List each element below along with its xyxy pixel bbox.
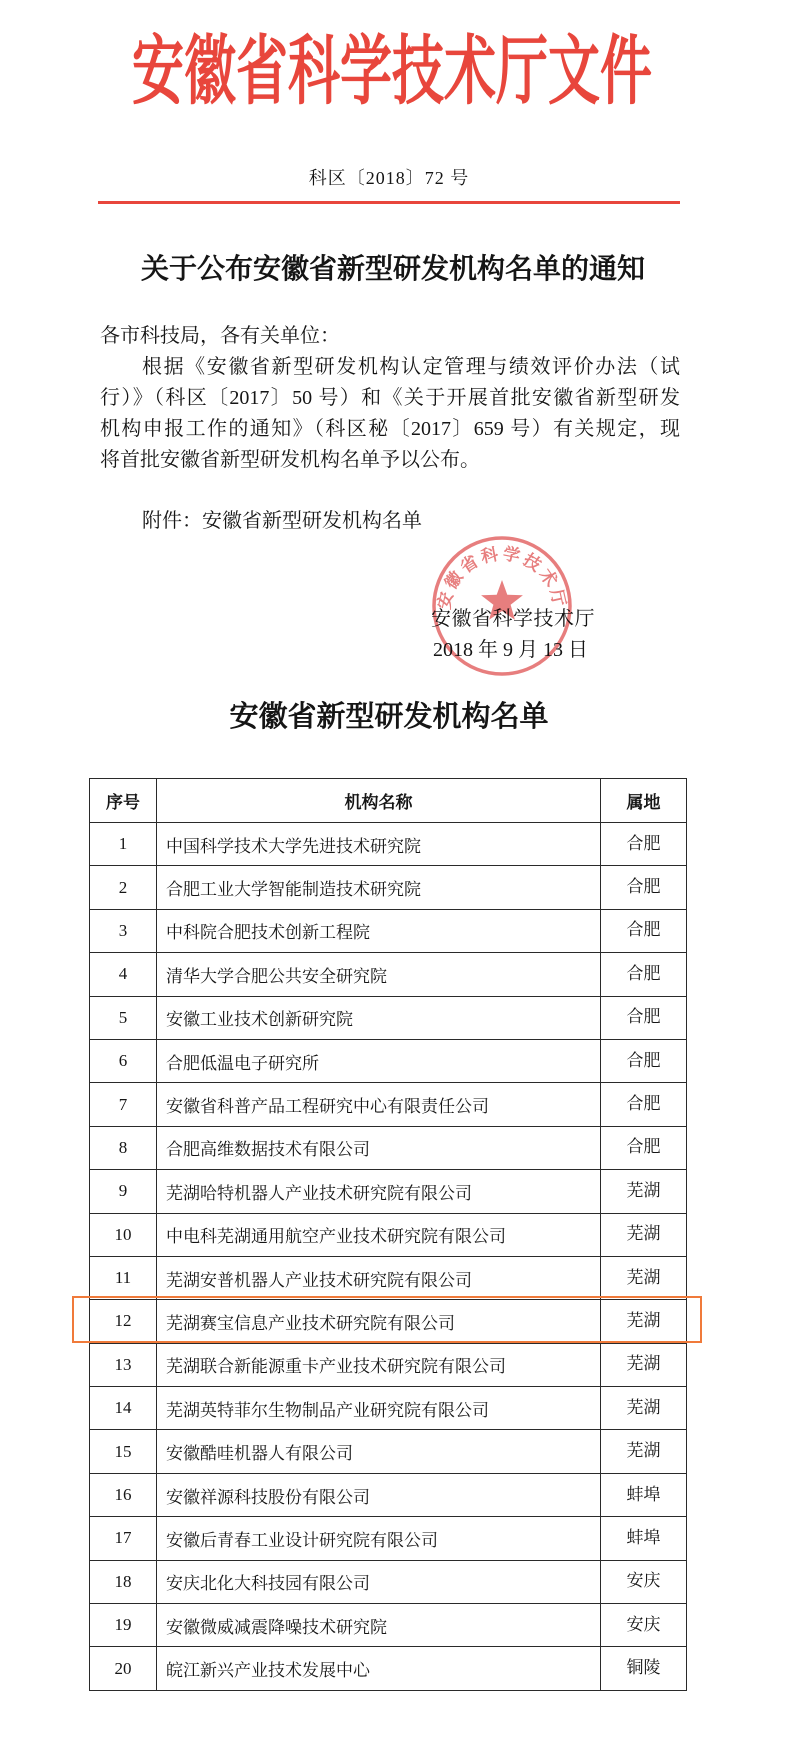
location-cell: 合肥	[601, 1083, 687, 1126]
location-cell: 芜湖	[601, 1300, 687, 1343]
row-number-cell: 20	[90, 1647, 157, 1690]
table-row	[90, 1170, 687, 1213]
attachment-note: 附件：安徽省新型研发机构名单	[142, 510, 422, 532]
column-header-number: 序号	[90, 779, 157, 823]
table-row	[90, 953, 687, 996]
location-cell: 合肥	[601, 1126, 687, 1169]
institution-name-cell: 芜湖哈特机器人产业技术研究院有限公司	[157, 1170, 601, 1213]
body-line: 机构申报工作的通知》（科区秘〔2017〕659 号）有关规定，现	[100, 418, 680, 440]
institution-name-cell: 合肥工业大学智能制造技术研究院	[157, 866, 601, 909]
location-cell: 蚌埠	[601, 1517, 687, 1560]
table-row	[90, 1560, 687, 1603]
seal-text: 安徽省科学技术厅	[434, 544, 570, 611]
body-line: 将首批安徽省新型研发机构名单予以公布。	[100, 449, 480, 471]
table-row	[90, 1387, 687, 1430]
row-number-cell: 12	[90, 1300, 157, 1343]
row-number-cell: 1	[90, 823, 157, 866]
institution-name-cell: 安徽后青春工业设计研究院有限公司	[157, 1517, 601, 1560]
official-seal-stamp	[430, 534, 574, 678]
table-row	[90, 909, 687, 952]
row-number-cell: 3	[90, 909, 157, 952]
location-cell: 芜湖	[601, 1170, 687, 1213]
institution-name-cell: 中国科学技术大学先进技术研究院	[157, 823, 601, 866]
row-number-cell: 18	[90, 1560, 157, 1603]
table-row	[90, 1473, 687, 1516]
institution-name-cell: 安徽省科普产品工程研究中心有限责任公司	[157, 1083, 601, 1126]
institution-name-cell: 皖江新兴产业技术发展中心	[157, 1647, 601, 1690]
location-cell: 合肥	[601, 996, 687, 1039]
row-number-cell: 17	[90, 1517, 157, 1560]
location-cell: 铜陵	[601, 1647, 687, 1690]
location-cell: 安庆	[601, 1560, 687, 1603]
body-line: 根据《安徽省新型研发机构认定管理与绩效评价办法（试	[142, 356, 680, 378]
row-number-cell: 6	[90, 1039, 157, 1082]
institution-name-cell: 合肥低温电子研究所	[157, 1039, 601, 1082]
column-header-location: 属地	[601, 779, 687, 823]
institution-table	[89, 778, 687, 1691]
red-divider-rule	[98, 201, 680, 204]
table-row	[90, 1039, 687, 1082]
institution-name-cell: 中科院合肥技术创新工程院	[157, 909, 601, 952]
row-number-cell: 5	[90, 996, 157, 1039]
issuer-header	[0, 31, 784, 115]
row-number-cell: 16	[90, 1473, 157, 1516]
table-row	[90, 1647, 687, 1690]
institution-name-cell: 芜湖联合新能源重卡产业技术研究院有限公司	[157, 1343, 601, 1386]
location-cell: 芜湖	[601, 1213, 687, 1256]
institution-table-body	[90, 823, 687, 1691]
location-cell: 合肥	[601, 866, 687, 909]
row-number-cell: 8	[90, 1126, 157, 1169]
institution-name-cell: 芜湖英特菲尔生物制品产业研究院有限公司	[157, 1387, 601, 1430]
notice-body	[100, 352, 680, 476]
table-row	[90, 996, 687, 1039]
institution-name-cell: 芜湖安普机器人产业技术研究院有限公司	[157, 1256, 601, 1299]
table-row	[90, 1083, 687, 1126]
institution-name-cell: 安徽祥源科技股份有限公司	[157, 1473, 601, 1516]
table-row	[90, 1256, 687, 1299]
location-cell: 合肥	[601, 909, 687, 952]
table-row	[90, 1517, 687, 1560]
table-row	[90, 1126, 687, 1169]
document-number: 科区〔2018〕72 号	[308, 168, 470, 188]
table-header-row	[90, 779, 687, 823]
table-row	[90, 1430, 687, 1473]
institution-name-cell: 安庆北化大科技园有限公司	[157, 1560, 601, 1603]
location-cell: 合肥	[601, 1039, 687, 1082]
notice-title: 关于公布安徽省新型研发机构名单的通知	[140, 254, 645, 285]
row-number-cell: 4	[90, 953, 157, 996]
signer: 安徽省科学技术厅	[431, 608, 595, 630]
table-row	[90, 866, 687, 909]
institution-name-cell: 中电科芜湖通用航空产业技术研究院有限公司	[157, 1213, 601, 1256]
row-number-cell: 2	[90, 866, 157, 909]
location-cell: 蚌埠	[601, 1473, 687, 1516]
row-number-cell: 11	[90, 1256, 157, 1299]
row-number-cell: 15	[90, 1430, 157, 1473]
issuer-header-text: 安徽省科学技术厅文件	[131, 31, 652, 115]
row-number-cell: 19	[90, 1604, 157, 1647]
table-row	[90, 1213, 687, 1256]
table-row	[90, 1300, 687, 1343]
location-cell: 芜湖	[601, 1256, 687, 1299]
row-number-cell: 13	[90, 1343, 157, 1386]
location-cell: 合肥	[601, 823, 687, 866]
salutation: 各市科技局，各有关单位：	[100, 325, 340, 347]
institution-name-cell: 合肥高维数据技术有限公司	[157, 1126, 601, 1169]
seal-star-icon	[481, 580, 523, 620]
institution-name-cell: 安徽酷哇机器人有限公司	[157, 1430, 601, 1473]
issue-date: 2018 年 9 月 13 日	[433, 639, 588, 661]
table-row	[90, 1604, 687, 1647]
table-row	[90, 823, 687, 866]
row-number-cell: 7	[90, 1083, 157, 1126]
location-cell: 芜湖	[601, 1387, 687, 1430]
location-cell: 合肥	[601, 953, 687, 996]
institution-name-cell: 安徽微威减震降噪技术研究院	[157, 1604, 601, 1647]
location-cell: 芜湖	[601, 1343, 687, 1386]
column-header-institution-name: 机构名称	[157, 779, 601, 823]
institution-name-cell: 芜湖赛宝信息产业技术研究院有限公司	[157, 1300, 601, 1343]
institution-name-cell: 安徽工业技术创新研究院	[157, 996, 601, 1039]
location-cell: 芜湖	[601, 1430, 687, 1473]
body-line: 行）》（科区〔2017〕50 号）和《关于开展首批安徽省新型研发	[100, 387, 680, 409]
row-number-cell: 14	[90, 1387, 157, 1430]
row-number-cell: 9	[90, 1170, 157, 1213]
list-title: 安徽省新型研发机构名单	[229, 701, 549, 733]
row-number-cell: 10	[90, 1213, 157, 1256]
institution-name-cell: 清华大学合肥公共安全研究院	[157, 953, 601, 996]
table-row	[90, 1343, 687, 1386]
location-cell: 安庆	[601, 1604, 687, 1647]
